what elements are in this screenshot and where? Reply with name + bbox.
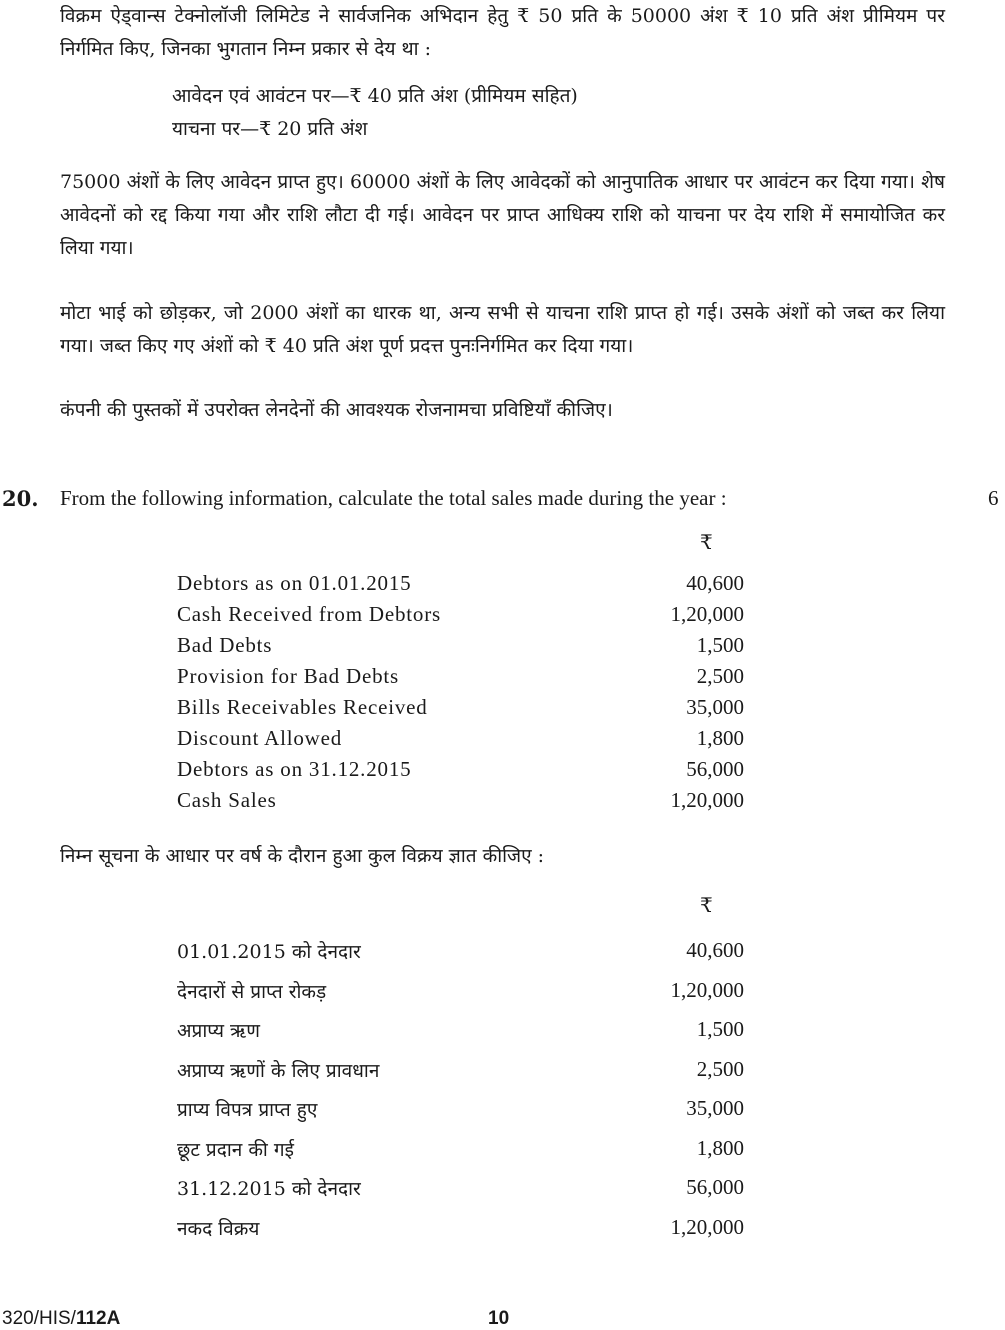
- hindi-question-text: निम्न सूचना के आधार पर वर्ष के दौरान हुआ कुल विक्रय ज्ञात कीजिए :: [60, 845, 545, 867]
- item-label: अप्राप्य ऋणों के लिए प्रावधान: [177, 1059, 380, 1082]
- question-number: 20.: [2, 486, 39, 511]
- table-row: [177, 726, 744, 757]
- paper-code-prefix: 320/HIS/: [2, 1308, 76, 1329]
- item-amount: 2,500: [696, 664, 744, 688]
- question-text: From the following information, calculate the total sales made during the year :: [60, 486, 727, 510]
- table-row: [177, 1215, 744, 1255]
- item-label: Discount Allowed: [177, 726, 343, 750]
- hindi-question-instruction: कंपनी की पुस्तकों में उपरोक्त लेनदेनों की आवश्यक रोजनामचा प्रविष्टियाँ कीजिए।: [60, 399, 613, 421]
- item-amount: 1,20,000: [670, 977, 744, 1002]
- item-label: Debtors as on 01.01.2015: [177, 571, 412, 595]
- item-label: Bills Receivables Received: [177, 695, 428, 719]
- item-label: Cash Received from Debtors: [177, 602, 441, 626]
- item-label: अप्राप्य ऋण: [177, 1020, 260, 1042]
- table-row: [177, 938, 744, 978]
- table-row: [177, 571, 744, 602]
- item-label: Bad Debts: [177, 633, 273, 657]
- hindi-data-table: [177, 938, 744, 1254]
- paper-code: [2, 1308, 120, 1330]
- table-row: [177, 788, 744, 819]
- table-row: [177, 978, 744, 1018]
- table-row: [177, 664, 744, 695]
- item-label: देनदारों से प्राप्त रोकड़: [177, 980, 327, 1003]
- table-row: [177, 757, 744, 788]
- item-amount: 1,800: [696, 726, 744, 750]
- item-amount: 40,600: [686, 571, 744, 595]
- page-number: 10: [488, 1308, 510, 1329]
- hindi-question-paragraph-3: मोटा भाई को छोड़कर, जो 2000 अंशों का धारक था, अन्य सभी से याचना राशि प्राप्त हो गई। उसके अंशों को जब्त कर लिया गया। जब्त किए गए अंशों को ₹ 40 प्रति अंश पूर्ण प्रदत्त पुनःनिर्गमित कर दिया गया।: [60, 302, 945, 357]
- item-label: Cash Sales: [177, 788, 277, 812]
- item-label: 31.12.2015 को देनदार: [177, 1178, 361, 1200]
- item-amount: 2,500: [696, 1056, 744, 1081]
- item-amount: 56,000: [686, 1175, 744, 1199]
- table-row: [177, 1017, 744, 1057]
- item-amount: 1,800: [696, 1135, 744, 1160]
- item-amount: 1,20,000: [670, 788, 744, 812]
- rupee-symbol-header-hindi: ₹: [700, 893, 713, 917]
- table-row: [177, 1096, 744, 1136]
- table-row: [177, 1175, 744, 1215]
- item-amount: 40,600: [686, 938, 744, 962]
- item-amount: 35,000: [686, 1096, 744, 1120]
- rupee-symbol-header: ₹: [700, 530, 713, 554]
- item-amount: 1,500: [696, 633, 744, 657]
- item-label: छूट प्रदान की गई: [177, 1138, 294, 1161]
- hindi-payment-line-2: याचना पर—₹ 20 प्रति अंश: [172, 118, 368, 140]
- item-amount: 1,500: [696, 1017, 744, 1041]
- item-amount: 1,20,000: [670, 1214, 744, 1239]
- hindi-question-paragraph-1: विक्रम ऐड्वान्स टेक्नोलॉजी लिमिटेड ने सार्वजनिक अभिदान हेतु ₹ 50 प्रति के 50000 अंश ₹ 10 प्रति अंश प्रीमियम पर निर्गमित किए, जिनका भुगतान निम्न प्रकार से देय था :: [60, 5, 945, 60]
- table-row: [177, 1057, 744, 1097]
- table-row: [177, 1136, 744, 1176]
- item-label: Debtors as on 31.12.2015: [177, 757, 412, 781]
- item-label: प्राप्य विपत्र प्राप्त हुए: [177, 1099, 318, 1121]
- item-amount: 1,20,000: [670, 602, 744, 626]
- english-data-table: [177, 571, 744, 819]
- hindi-question-paragraph-2: 75000 अंशों के लिए आवेदन प्राप्त हुए। 60000 अंशों के लिए आवेदकों को आनुपातिक आधार पर आवंटन कर दिया गया। शेष आवेदनों को रद्द किया गया और राशि लौटा दी गई। आवेदन पर प्राप्त आधिक्य राशि को याचना पर देय राशि में समायोजित कर लिया गया।: [60, 171, 945, 259]
- question-marks: 6: [988, 486, 999, 510]
- item-label: Provision for Bad Debts: [177, 664, 399, 688]
- item-amount: 56,000: [686, 757, 744, 781]
- hindi-payment-line-1: आवेदन एवं आवंटन पर—₹ 40 प्रति अंश (प्रीमियम सहित): [172, 85, 578, 107]
- item-label: नकद विक्रय: [177, 1217, 260, 1240]
- table-row: [177, 695, 744, 726]
- table-row: [177, 633, 744, 664]
- paper-code-suffix: 112A: [75, 1308, 121, 1329]
- item-amount: 35,000: [686, 695, 744, 719]
- item-label: 01.01.2015 को देनदार: [177, 941, 361, 963]
- table-row: [177, 602, 744, 633]
